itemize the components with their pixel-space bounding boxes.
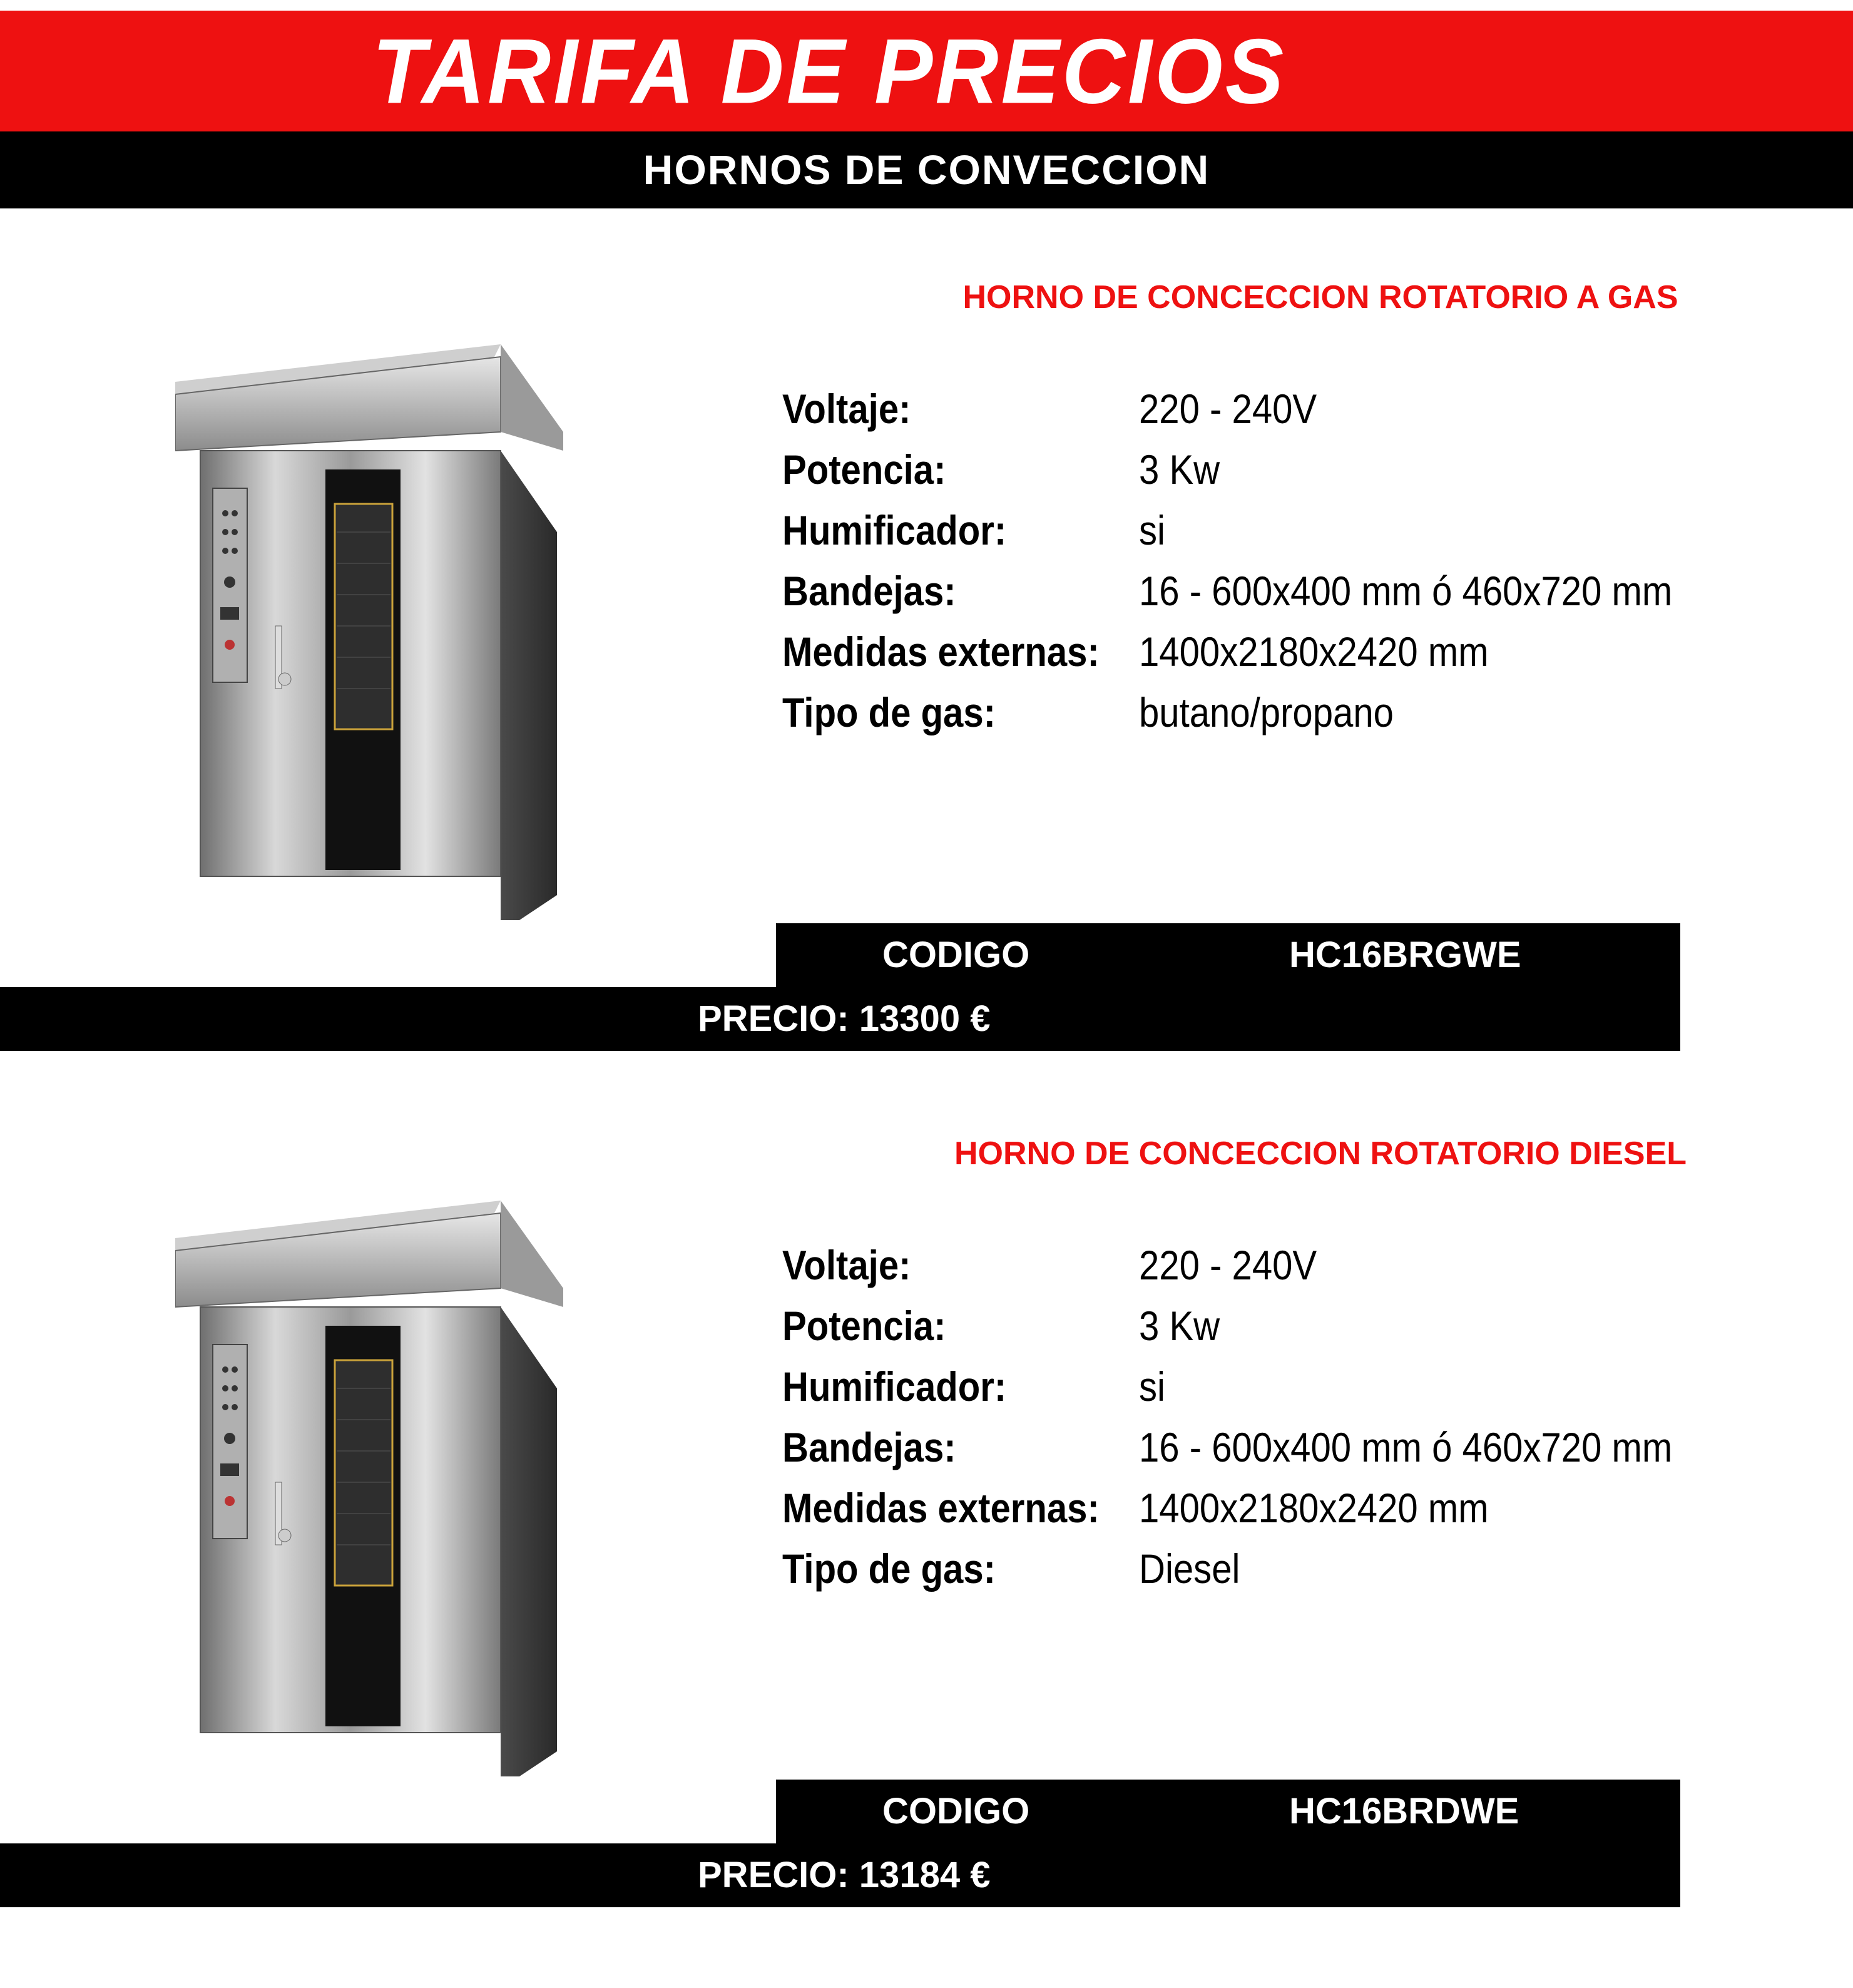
- product-code: HC16BRGWE: [1289, 935, 1521, 975]
- product-card-gas: [0, 275, 1853, 1132]
- rotary-oven-image: [175, 1201, 576, 1776]
- spec-value: 3 Kw: [1139, 1303, 1220, 1349]
- product-price: PRECIO: 13184 €: [698, 1855, 991, 1895]
- code-label: CODIGO: [882, 1791, 1030, 1832]
- spec-label: Bandejas:: [782, 1424, 956, 1470]
- spec-value: 220 - 240V: [1139, 386, 1317, 432]
- rotary-oven-image: [175, 344, 576, 920]
- price-bar: [0, 987, 1680, 1051]
- product-code: HC16BRDWE: [1289, 1791, 1519, 1832]
- spec-label: Humificador:: [782, 507, 1007, 553]
- spec-value: 16 - 600x400 mm ó 460x720 mm: [1139, 568, 1673, 614]
- spec-value: si: [1139, 507, 1165, 553]
- price-bar: [0, 1843, 1680, 1907]
- spec-value: butano/propano: [1139, 689, 1394, 735]
- spec-label: Tipo de gas:: [782, 1545, 996, 1592]
- spec-value: 3 Kw: [1139, 446, 1220, 493]
- product-price: PRECIO: 13300 €: [698, 998, 991, 1039]
- product-title: HORNO DE CONCECCION ROTATORIO A GAS: [962, 279, 1678, 315]
- spec-value: 16 - 600x400 mm ó 460x720 mm: [1139, 1424, 1673, 1470]
- spec-label: Bandejas:: [782, 568, 956, 614]
- code-bar: [776, 1780, 1680, 1843]
- code-label: CODIGO: [882, 935, 1030, 975]
- spec-label: Voltaje:: [782, 386, 911, 432]
- spec-label: Voltaje:: [782, 1242, 911, 1288]
- spec-value: si: [1139, 1363, 1165, 1410]
- page-subtitle: HORNOS DE CONVECCION: [643, 146, 1210, 193]
- code-bar: [776, 923, 1680, 987]
- spec-label: Potencia:: [782, 1303, 946, 1349]
- spec-label: Tipo de gas:: [782, 689, 996, 735]
- spec-label: Potencia:: [782, 446, 946, 493]
- page-title: TARIFA DE PRECIOS: [372, 19, 1287, 123]
- product-title: HORNO DE CONCECCION ROTATORIO DIESEL: [954, 1135, 1687, 1172]
- spec-value: 220 - 240V: [1139, 1242, 1317, 1288]
- spec-label: Medidas externas:: [782, 1485, 1100, 1531]
- spec-label: Medidas externas:: [782, 628, 1100, 675]
- spec-label: Humificador:: [782, 1363, 1007, 1410]
- spec-value: 1400x2180x2420 mm: [1139, 628, 1489, 675]
- product-card-diesel: [0, 1132, 1853, 1988]
- spec-value: Diesel: [1139, 1545, 1240, 1592]
- spec-value: 1400x2180x2420 mm: [1139, 1485, 1489, 1531]
